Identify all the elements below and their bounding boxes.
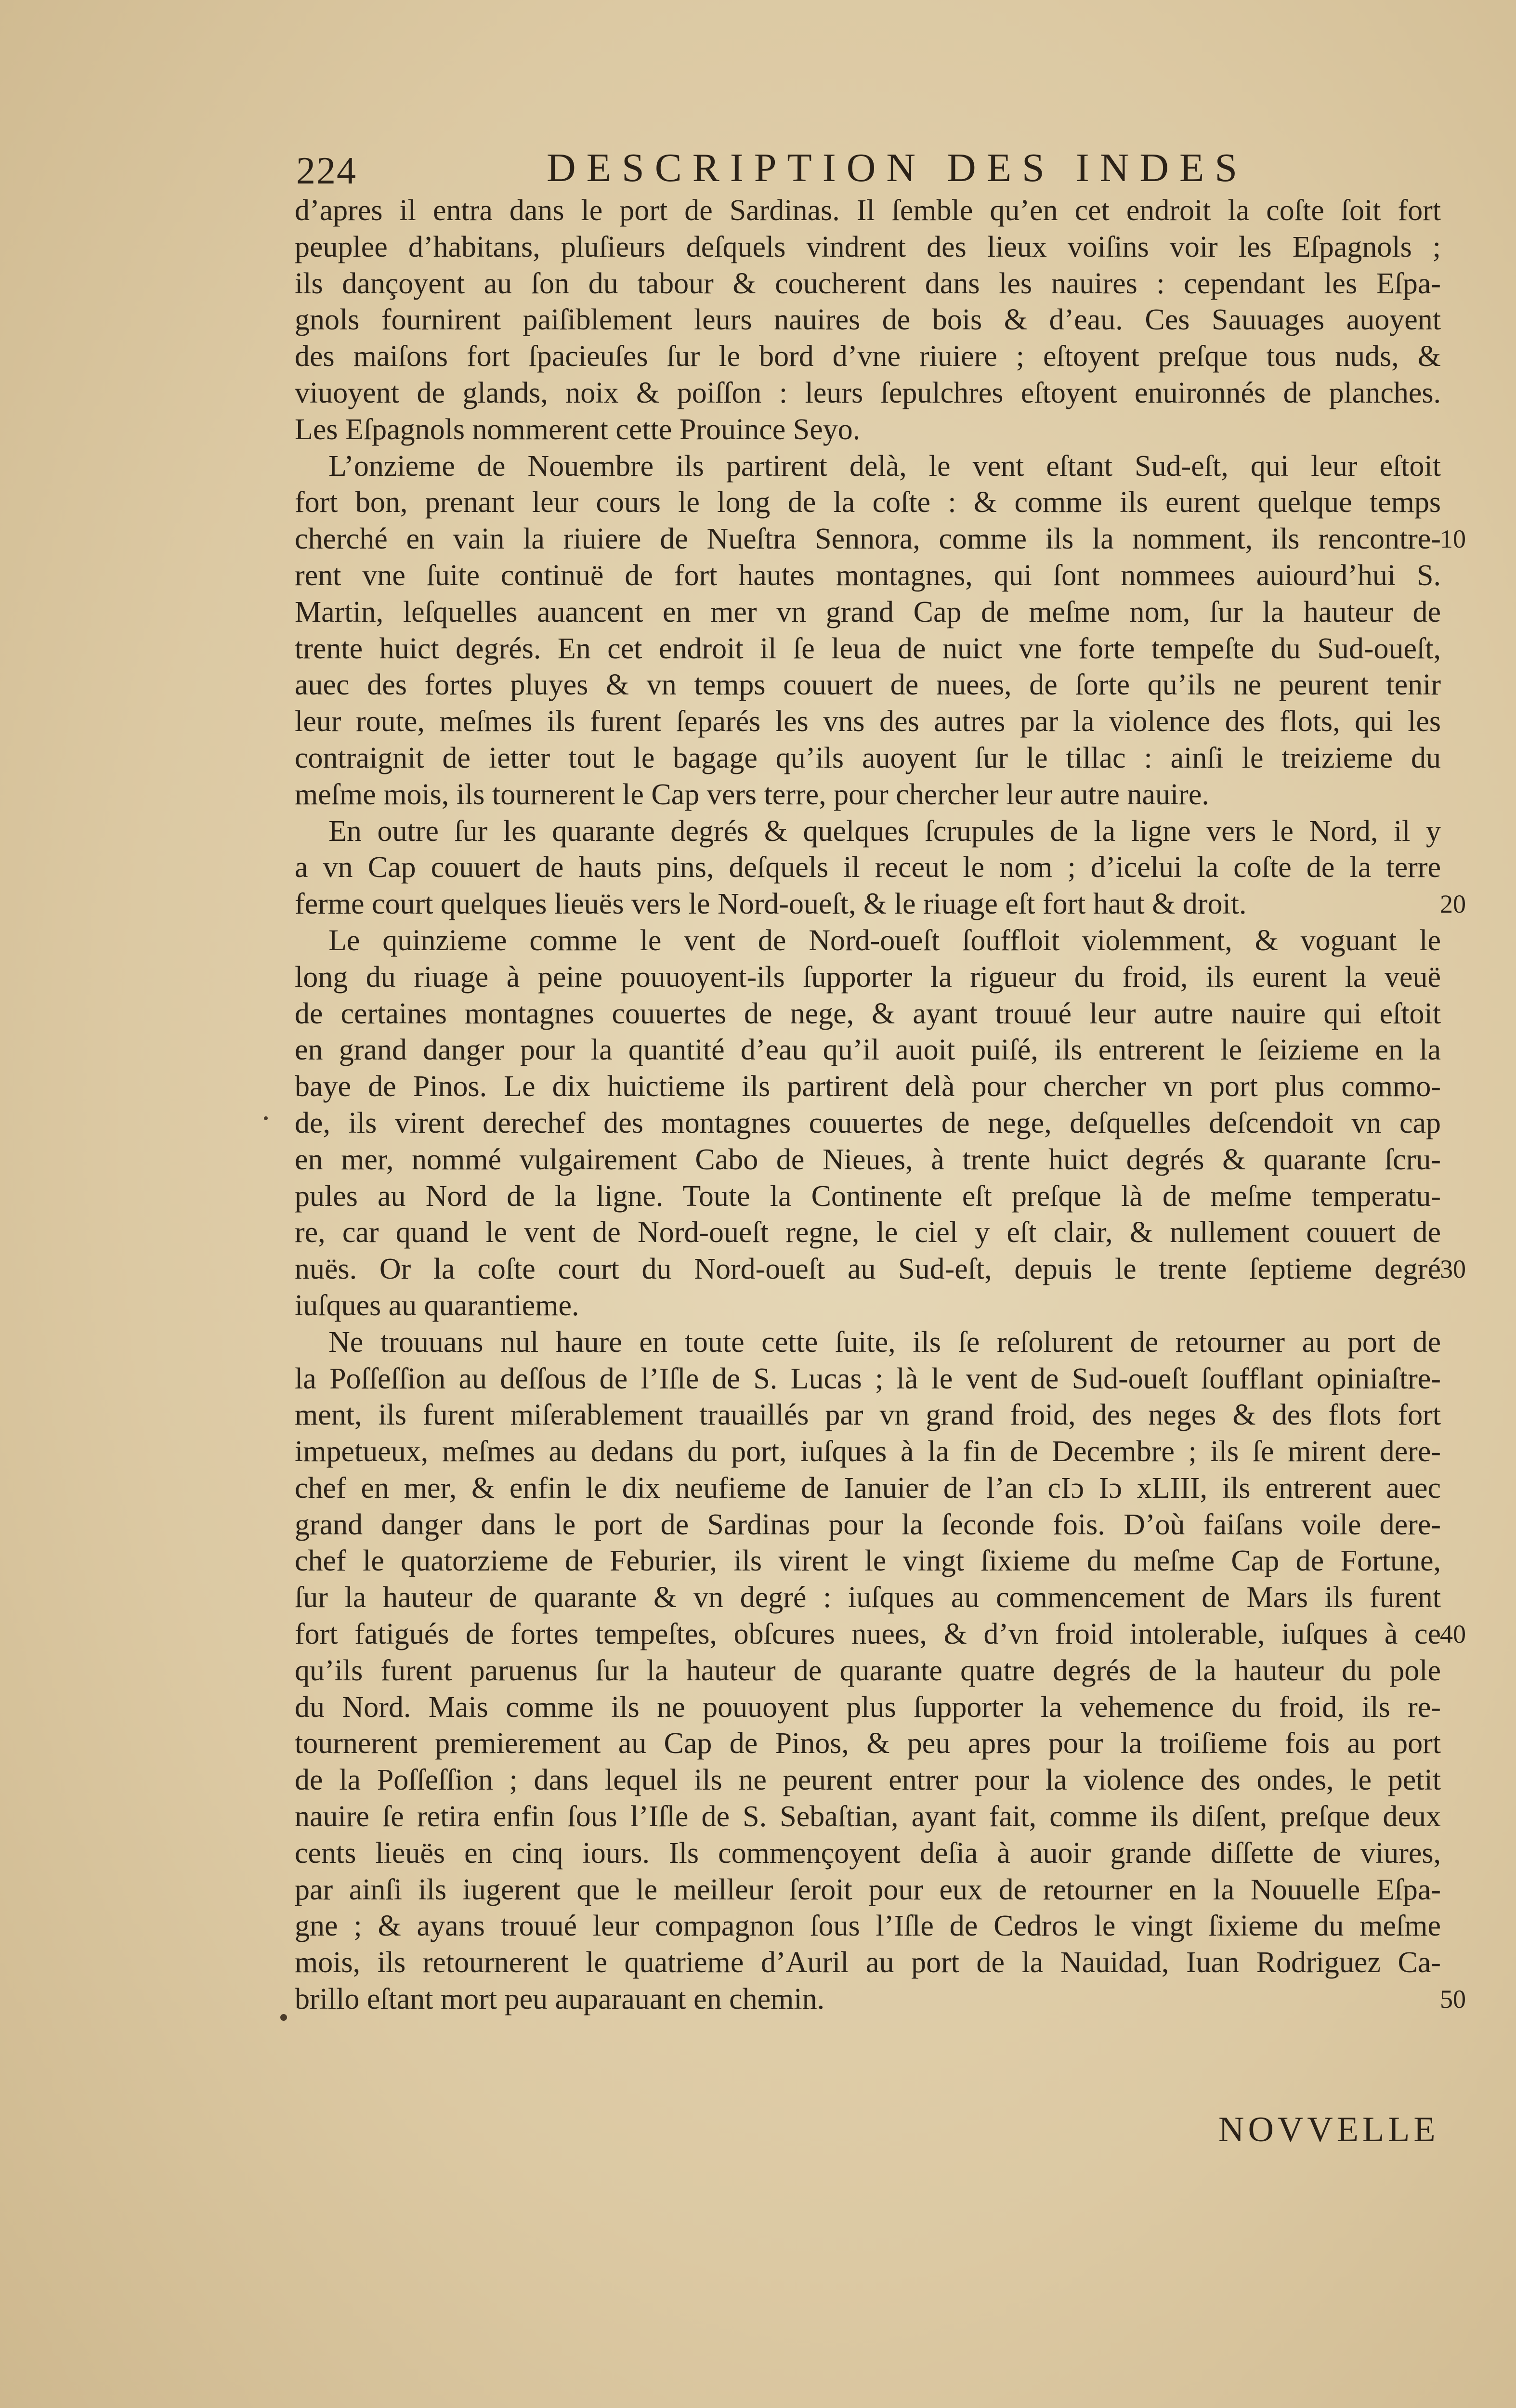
catchword: NOVVELLE [1218, 2110, 1439, 2149]
text-line: par ainſi ils iugerent que le meilleur ſeroit pour eux de retourner en la Nouuelle Eſpa- [295, 1873, 1441, 1906]
text-line: Martin, leſquelles auancent en mer vn grand Cap de meſme nom, ſur la hauteur de [295, 595, 1441, 628]
text-line: brillo eſtant mort peu auparauant en chemin. [295, 1983, 825, 2016]
text-line: baye de Pinos. Le dix huictieme ils partirent delà pour chercher vn port plus commo- [295, 1070, 1441, 1103]
text-line: nuës. Or la coſte court du Nord-oueſt au Sud-eſt, depuis le trente ſeptieme degré [295, 1253, 1441, 1286]
line-number: 30 [1440, 1255, 1466, 1284]
body-text [295, 193, 1441, 2018]
text-line: fort fatigués de fortes tempeſtes, obſcures nuees, & d’vn froid intolerable, iuſques à ce [295, 1618, 1441, 1651]
text-line: contraignit de ietter tout le bagage qu’ils auoyent ſur le tillac : ainſi le treizieme du [295, 741, 1441, 774]
text-line: ſur la hauteur de quarante & vn degré : iuſques au commencement de Mars ils furent [295, 1581, 1441, 1614]
text-line: viuoyent de glands, noix & poiſſon : leurs ſepulchres eſtoyent enuironnés de planches. [295, 376, 1441, 409]
text-line: fort bon, prenant leur cours le long de la coſte : & comme ils eurent quelque temps [295, 486, 1441, 519]
line-number: 10 [1440, 524, 1466, 554]
text-line: cents lieuës en cinq iours. Ils commençoyent deſia à auoir grande diſſette de viures, [295, 1836, 1441, 1870]
text-line: en mer, nommé vulgairement Cabo de Nieues, à trente huict degrés & quarante ſcru- [295, 1143, 1441, 1176]
text-line: iuſques au quarantieme. [295, 1289, 579, 1322]
text-line: ferme court quelques lieuës vers le Nord-oueſt, & le riuage eſt fort haut & droit. [295, 888, 1247, 921]
text-line: en grand danger pour la quantité d’eau qu’il auoit puiſé, ils entrerent le ſeizieme en la [295, 1034, 1441, 1067]
text-line: grand danger dans le port de Sardinas pour la ſeconde fois. D’où faiſans voile dere- [295, 1508, 1441, 1541]
text-line: de, ils virent derechef des montagnes couuertes de nege, deſquelles deſcendoit vn cap [295, 1106, 1441, 1139]
text-line: qu’ils furent paruenus ſur la hauteur de quarante quatre degrés de la hauteur du pole [295, 1654, 1441, 1687]
text-line: En outre ſur les quarante degrés & quelques ſcrupules de la ligne vers le Nord, il y [328, 814, 1441, 848]
ink-spot-mark [280, 2014, 287, 2021]
text-line: de la Poſſeſſion ; dans lequel ils ne peurent entrer pour la violence des ondes, le petit [295, 1764, 1441, 1797]
text-line: d’apres il entra dans le port de Sardinas. Il ſemble qu’en cet endroit la coſte ſoit fort [295, 194, 1441, 227]
text-line: Le quinzieme comme le vent de Nord-oueſt ſouffloit violemment, & voguant le [328, 924, 1441, 957]
text-line: ment, ils furent miſerablement trauaillés par vn grand froid, des neges & des flots fort [295, 1399, 1441, 1432]
text-line: de certaines montagnes couuertes de nege, & ayant trouué leur autre nauire qui eſtoit [295, 997, 1441, 1030]
text-line: mois, ils retournerent le quatrieme d’Auril au port de la Nauidad, Iuan Rodriguez Ca- [295, 1946, 1441, 1979]
text-line: L’onzieme de Nouembre ils partirent delà, le vent eſtant Sud-eſt, qui leur eſtoit [328, 449, 1441, 483]
line-number: 20 [1440, 890, 1466, 919]
text-line: chef le quatorzieme de Feburier, ils virent le vingt ſixieme du meſme Cap de Fortune, [295, 1544, 1441, 1578]
text-line: Les Eſpagnols nommerent cette Prouince Seyo. [295, 413, 861, 446]
text-line: trente huict degrés. En cet endroit il ſe leua de nuict vne forte tempeſte du Sud-oueſt, [295, 632, 1441, 665]
text-line: Ne trouuans nul haure en toute cette ſuite, ils ſe reſolurent de retourner au port de [328, 1325, 1441, 1359]
line-number: 40 [1440, 1620, 1466, 1649]
ink-spot-mark [264, 1116, 268, 1120]
text-line: re, car quand le vent de Nord-oueſt regne, le ciel y eſt clair, & nullement couuert de [295, 1216, 1441, 1249]
line-number: 50 [1440, 1985, 1466, 2014]
text-line: auec des fortes pluyes & vn temps couuert de nuees, de ſorte qu’ils ne peurent tenir [295, 668, 1441, 702]
text-line: gnols fournirent paiſiblement leurs nauires de bois & d’eau. Ces Sauuages auoyent [295, 303, 1441, 337]
page-number: 224 [296, 150, 357, 192]
text-line: chef en mer, & enfin le dix neufieme de Ianuier de l’an cIɔ Iɔ xLIII, ils entrerent auec [295, 1471, 1441, 1505]
running-title: DESCRIPTION DES INDES [547, 145, 1248, 190]
text-line: des maiſons fort ſpacieuſes ſur le bord d’vne riuiere ; eſtoyent preſque tous nuds, & [295, 340, 1441, 373]
text-line: impetueux, meſmes au dedans du port, iuſques à la fin de Decembre ; ils ſe mirent dere- [295, 1435, 1441, 1468]
page-header [296, 144, 1471, 197]
text-line: gne ; & ayans trouué leur compagnon ſous l’Iſle de Cedros le vingt ſixieme du meſme [295, 1910, 1441, 1943]
text-line: du Nord. Mais comme ils ne pouuoyent plus ſupporter la vehemence du froid, ils re- [295, 1690, 1441, 1724]
text-line: leur route, meſmes ils furent ſeparés les vns des autres par la violence des flots, qui les [295, 705, 1441, 738]
text-line: meſme mois, ils tournerent le Cap vers terre, pour chercher leur autre nauire. [295, 778, 1209, 811]
text-line: nauire ſe retira enfin ſous l’Iſle de S. Sebaſtian, ayant fait, comme ils diſent, preſque deux [295, 1800, 1441, 1833]
text-line: pules au Nord de la ligne. Toute la Continente eſt preſque là de meſme temperatu- [295, 1179, 1441, 1213]
text-line: cherché en vain la riuiere de Nueſtra Sennora, comme ils la nomment, ils rencontre- [295, 523, 1441, 556]
text-line: peuplee d’habitans, pluſieurs deſquels vindrent des lieux voiſins voir les Eſpagnols ; [295, 230, 1441, 263]
text-line: rent vne ſuite continuë de fort hautes montagnes, qui ſont nommees auiourd’hui S. [295, 559, 1441, 592]
text-line: a vn Cap couuert de hauts pins, deſquels il receut le nom ; d’icelui la coſte de la terre [295, 851, 1441, 884]
text-line: long du riuage à peine pouuoyent-ils ſupporter la rigueur du froid, ils eurent la veuë [295, 960, 1441, 994]
text-line: ils dançoyent au ſon du tabour & coucherent dans les nauires : cependant les Eſpa- [295, 267, 1441, 300]
text-line: tournerent premierement au Cap de Pinos, & peu apres pour la troiſieme fois au port [295, 1727, 1441, 1760]
text-line: la Poſſeſſion au deſſous de l’Iſle de S. Lucas ; là le vent de Sud-oueſt ſoufflant opiniaſtre- [295, 1362, 1441, 1395]
